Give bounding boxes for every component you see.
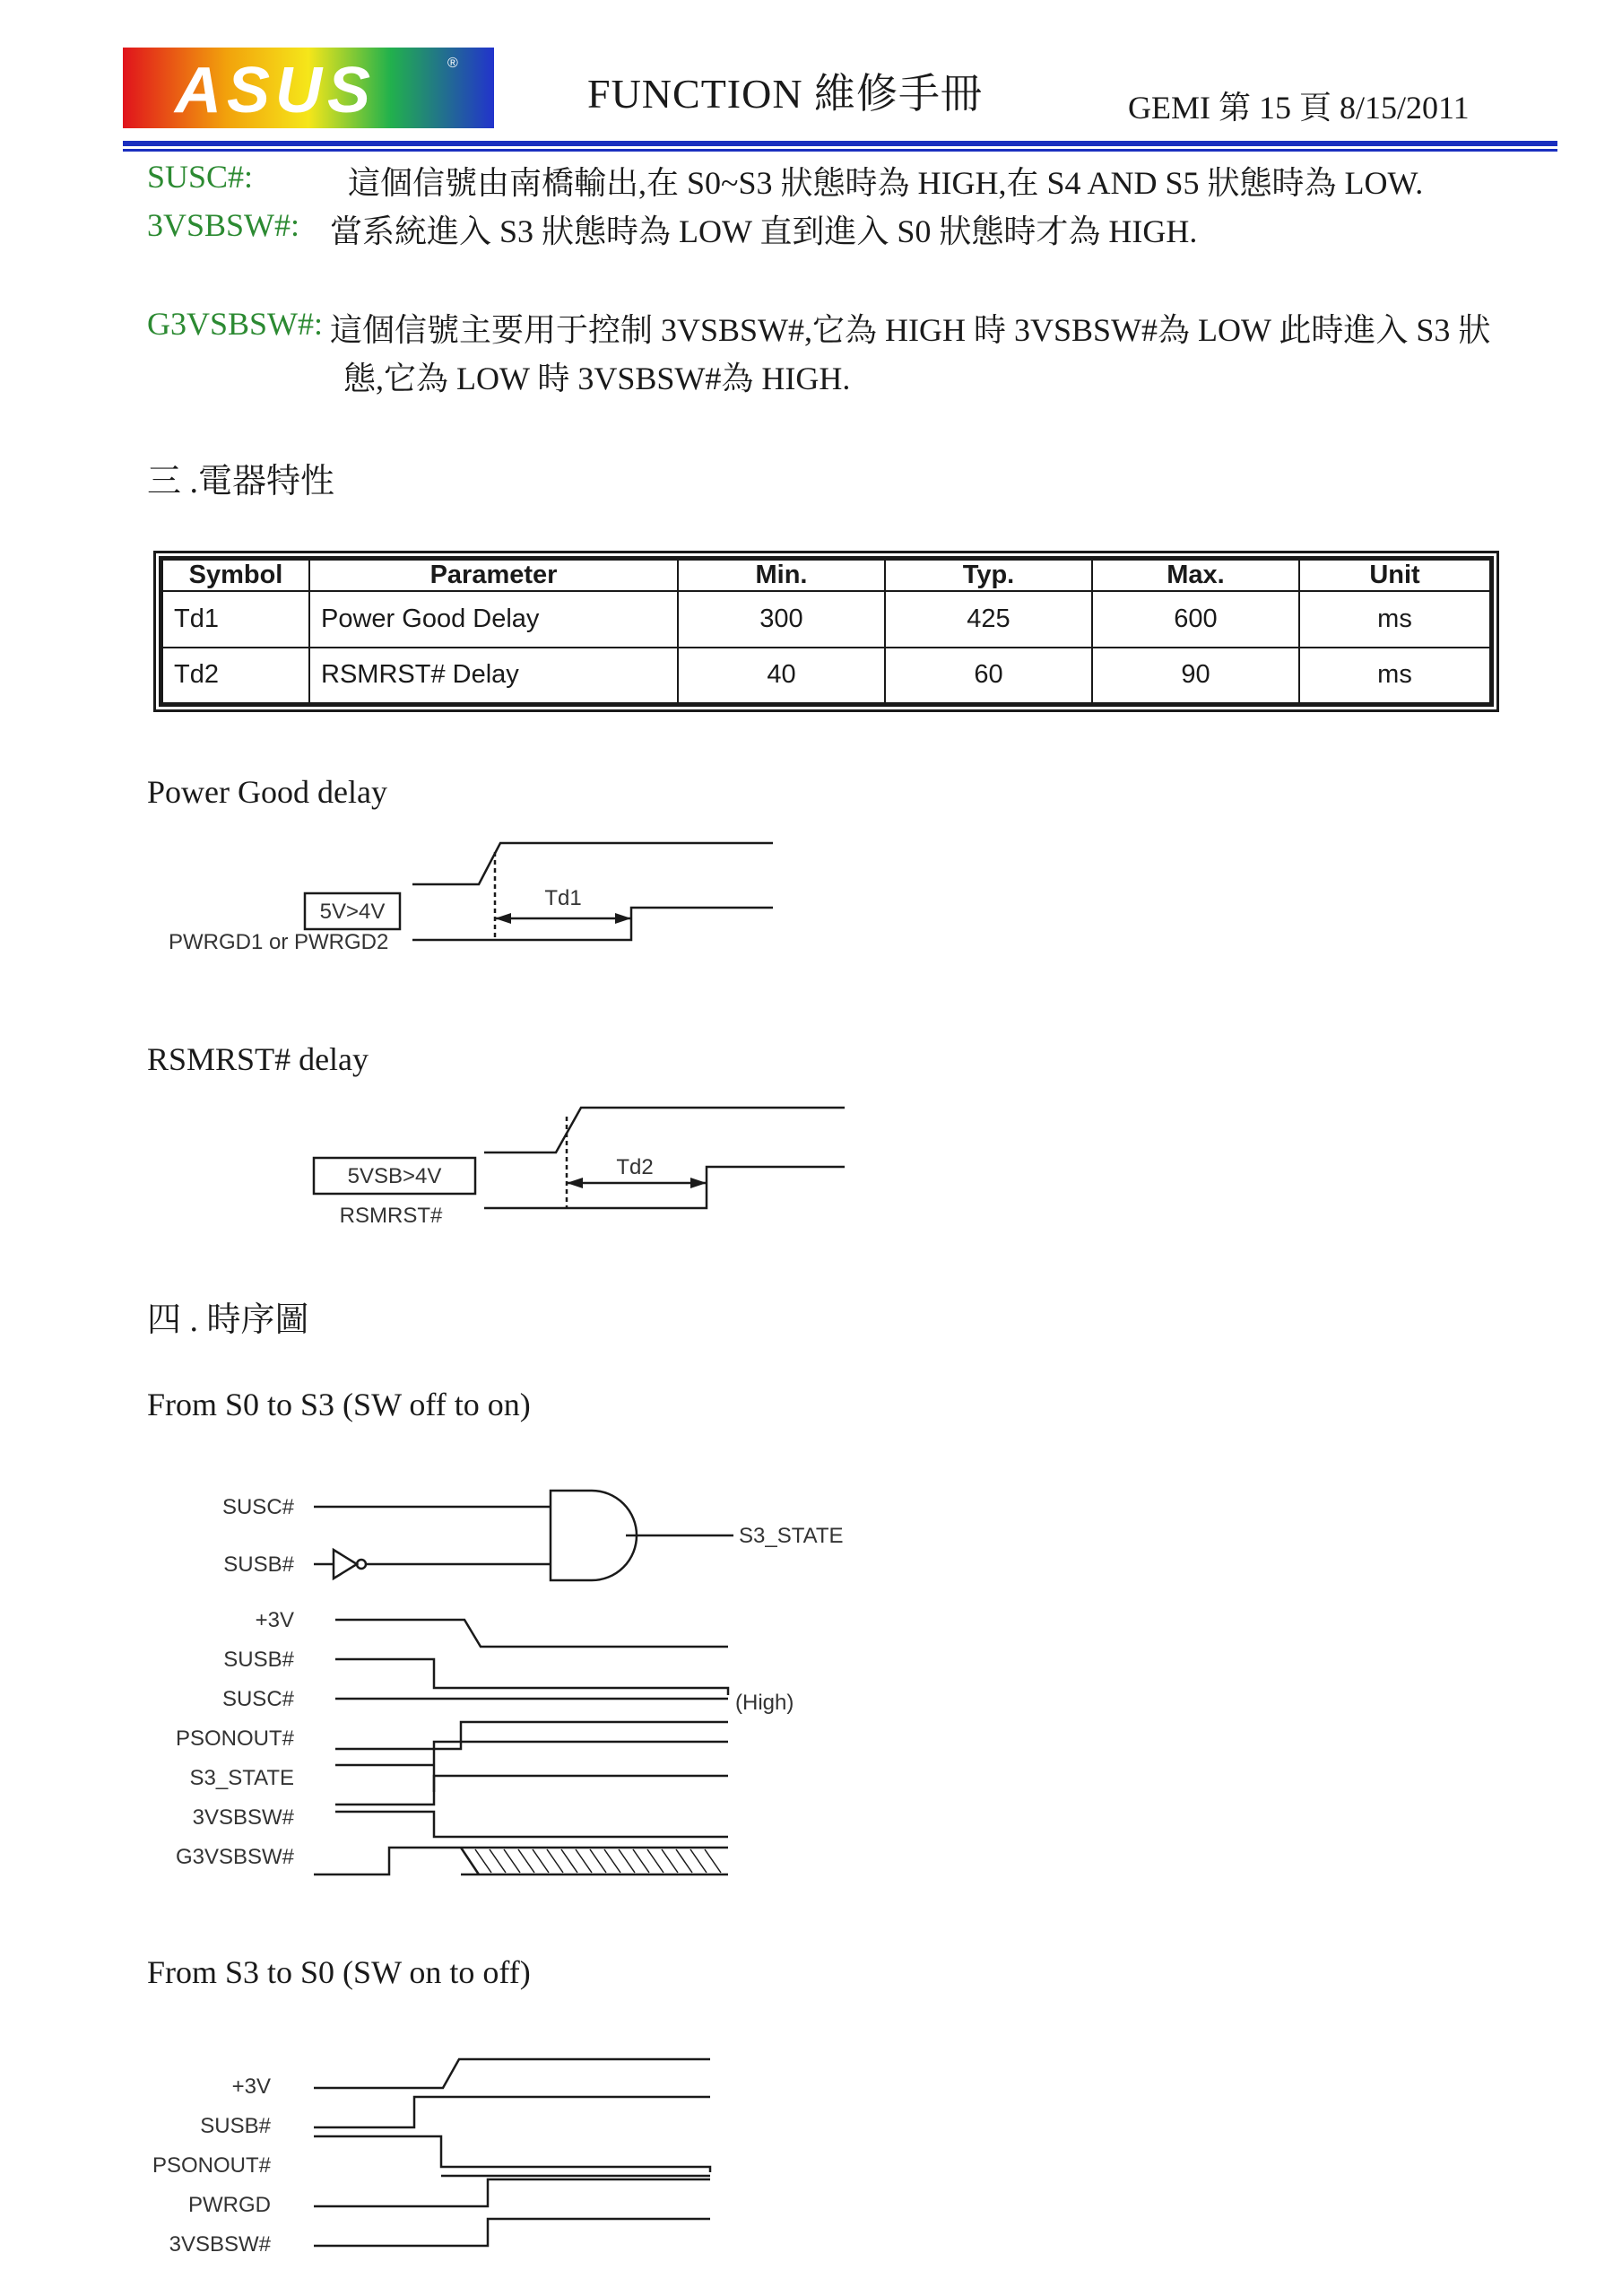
pg-pwrgd-waveform: [412, 908, 773, 940]
def-text-3vsbsw: 當系統進入 S3 狀態時為 LOW 直到進入 S0 狀態時才為 HIGH.: [330, 213, 1198, 249]
and-gate-body: [551, 1491, 637, 1580]
signal-label-s3-state: S3_STATE: [189, 1766, 294, 1790]
svg-text:ASUS: ASUS: [175, 55, 377, 126]
rsm-arrow-right-head: [690, 1178, 707, 1188]
signal-label-susc: SUSC#: [221, 1687, 294, 1711]
cell-unit: ms: [1299, 648, 1490, 704]
cell-symbol: Td2: [162, 648, 309, 704]
wave-g3vsbsw: [314, 1848, 728, 1874]
gate-input-susc-label: SUSC#: [221, 1495, 294, 1519]
def-text-g3vsbsw: 這個信號主要用于控制 3VSBSW#,它為 HIGH 時 3VSBSW#為 LOW 此時進入 S3 狀: [330, 312, 1491, 348]
rsm-signal-label: RSMRST#: [339, 1204, 443, 1228]
gate-output-label: S3_STATE: [739, 1524, 844, 1548]
s0-s3-timing-diagram: [143, 1480, 879, 1883]
cell-parameter: RSMRST# Delay: [309, 648, 678, 704]
col-header-typ: Typ.: [885, 560, 1092, 591]
header-rule-thin: [123, 149, 1557, 152]
col-header-min: Min.: [678, 560, 885, 591]
wave-3vsbsw: [335, 1812, 728, 1837]
cell-unit: ms: [1299, 591, 1490, 648]
def-term-g3vsbsw: G3VSBSW#:: [147, 306, 324, 342]
col-header-symbol: Symbol: [162, 560, 309, 591]
cell-min: 40: [678, 648, 885, 704]
wave-psonout: [335, 1722, 728, 1749]
section-heading-electrical: 三 .電器特性: [147, 463, 335, 500]
cell-parameter: Power Good Delay: [309, 591, 678, 648]
caption-s0-to-s3: From S0 to S3 (SW off to on): [147, 1387, 531, 1422]
def-text-susc: 這個信號由南橋輸出,在 S0~S3 狀態時為 HIGH,在 S4 AND S5 狀態時為 LOW.: [348, 165, 1424, 201]
signal-label-psonout: PSONOUT#: [175, 1726, 294, 1751]
asus-logo: [123, 48, 494, 128]
pg-5v-waveform: [412, 843, 773, 884]
pg-signal-label: PWRGD1 or PWRGD2: [169, 930, 389, 954]
rsm-rsmrst-waveform: [484, 1167, 845, 1208]
def-term-3vsbsw: 3VSBSW#:: [147, 207, 300, 243]
wave-3vsbsw: [314, 2219, 710, 2246]
susc-high-note: (High): [735, 1691, 794, 1715]
signal-label-3v: +3V: [255, 1608, 294, 1632]
caption-s3-to-s0: From S3 to S0 (SW on to off): [147, 1954, 531, 1990]
signal-label-3vsbsw: 3VSBSW#: [192, 1805, 294, 1830]
g3vsbsw-hatch: [475, 1849, 721, 1873]
signal-label-psonout: PSONOUT#: [152, 2153, 271, 2178]
signal-label-3v: +3V: [231, 2074, 271, 2099]
s3-s0-timing-diagram: [126, 2036, 753, 2278]
signal-label-susb: SUSB#: [200, 2114, 271, 2138]
cell-max: 90: [1092, 648, 1299, 704]
pg-arrow-right-head: [615, 913, 631, 924]
signal-label-susb: SUSB#: [223, 1648, 294, 1672]
wave-psonout-fall: [314, 2136, 710, 2172]
wave-3v-rise: [314, 2059, 710, 2088]
rsmrst-timing-diagram: [296, 1090, 870, 1233]
table-row: [162, 648, 1490, 704]
gate-input-susb-label: SUSB#: [223, 1552, 294, 1577]
power-good-timing-diagram: [152, 825, 798, 969]
col-header-parameter: Parameter: [309, 560, 678, 591]
def-term-susc: SUSC#:: [147, 159, 254, 195]
signal-label-g3vsbsw: G3VSBSW#: [175, 1845, 294, 1869]
wave-susb-rise: [314, 2097, 710, 2127]
spec-table: [159, 556, 1494, 707]
wave-s3-state: [335, 1776, 728, 1805]
pg-td1-label: Td1: [544, 886, 582, 910]
rsm-box-label: 5VSB>4V: [347, 1164, 442, 1188]
cell-typ: 425: [885, 591, 1092, 648]
caption-rsmrst-delay: RSMRST# delay: [147, 1041, 369, 1077]
table-header-row: [162, 560, 1490, 591]
pg-arrow-left-head: [495, 913, 511, 924]
header-rule: [123, 141, 1557, 146]
col-header-max: Max.: [1092, 560, 1299, 591]
table-row: [162, 591, 1490, 648]
signal-label-3vsbsw: 3VSBSW#: [169, 2232, 271, 2257]
wave-3v: [335, 1620, 728, 1647]
caption-power-good-delay: Power Good delay: [147, 774, 387, 810]
page-info: GEMI 第 15 頁 8/15/2011: [1128, 90, 1470, 126]
wave-susb: [335, 1659, 728, 1695]
svg-text:®: ®: [447, 56, 458, 71]
wave-pwrgd: [314, 2179, 710, 2206]
pg-box-label: 5V>4V: [319, 900, 386, 924]
cell-max: 600: [1092, 591, 1299, 648]
cell-symbol: Td1: [162, 591, 309, 648]
cell-min: 300: [678, 591, 885, 648]
document-title: FUNCTION 維修手冊: [587, 71, 984, 117]
signal-label-pwrgd: PWRGD: [188, 2193, 271, 2217]
col-header-unit: Unit: [1299, 560, 1490, 591]
cell-typ: 60: [885, 648, 1092, 704]
rsm-td2-label: Td2: [616, 1155, 654, 1179]
rsm-5vsb-waveform: [484, 1108, 845, 1152]
def-text-g3vsbsw-cont: 態,它為 LOW 時 3VSBSW#為 HIGH.: [343, 361, 851, 396]
rsm-arrow-left-head: [567, 1178, 583, 1188]
inverter-triangle: [334, 1550, 357, 1578]
section-heading-timing: 四 . 時序圖: [147, 1301, 309, 1339]
